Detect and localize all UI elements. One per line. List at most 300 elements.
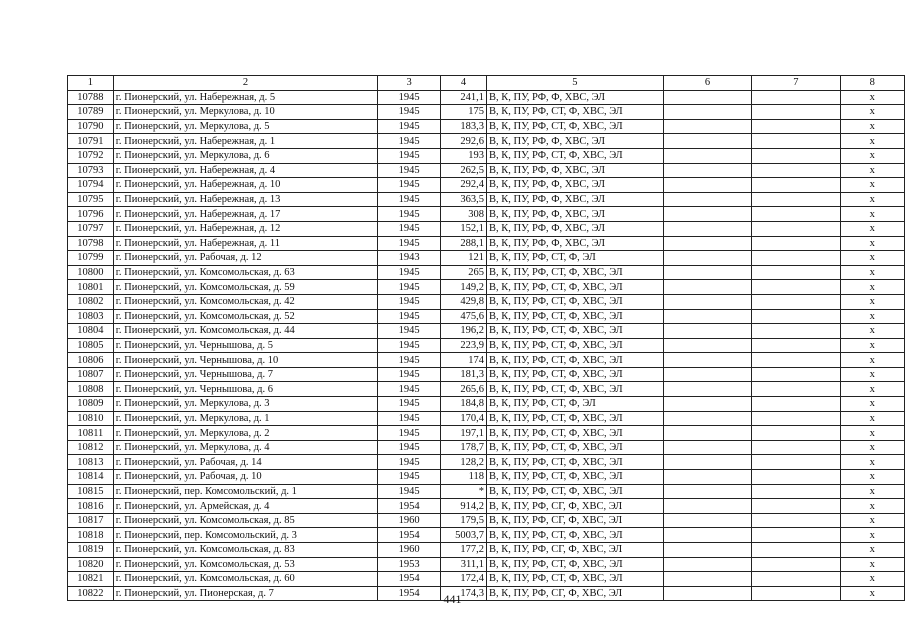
record-id-cell: 10791 <box>68 134 114 149</box>
area-cell: 128,2 <box>441 455 487 470</box>
address-cell: г. Пионерский, ул. Меркулова, д. 3 <box>113 397 377 412</box>
column-6-cell <box>663 265 751 280</box>
table-row <box>68 440 905 455</box>
area-cell: 172,4 <box>441 572 487 587</box>
utilities-cell: В, К, ПУ, РФ, СТ, Ф, ХВС, ЭЛ <box>486 426 663 441</box>
mark-cell: х <box>840 426 904 441</box>
header-row <box>68 76 905 91</box>
mark-cell: х <box>840 470 904 485</box>
column-6-cell <box>663 251 751 266</box>
column-7-cell <box>752 528 840 543</box>
column-6-cell <box>663 324 751 339</box>
year-cell: 1954 <box>378 586 441 601</box>
column-6-cell <box>663 470 751 485</box>
column-7-cell <box>752 353 840 368</box>
header-cell: 2 <box>113 76 377 91</box>
header-cell: 6 <box>663 76 751 91</box>
address-cell: г. Пионерский, ул. Чернышова, д. 6 <box>113 382 377 397</box>
column-7-cell <box>752 221 840 236</box>
address-cell: г. Пионерский, ул. Комсомольская, д. 63 <box>113 265 377 280</box>
address-cell: г. Пионерский, ул. Рабочая, д. 12 <box>113 251 377 266</box>
table-row <box>68 382 905 397</box>
area-cell: 181,3 <box>441 367 487 382</box>
column-7-cell <box>752 338 840 353</box>
utilities-cell: В, К, ПУ, РФ, СГ, Ф, ХВС, ЭЛ <box>486 586 663 601</box>
column-7-cell <box>752 455 840 470</box>
record-id-cell: 10792 <box>68 148 114 163</box>
mark-cell: х <box>840 411 904 426</box>
year-cell: 1945 <box>378 294 441 309</box>
column-7-cell <box>752 105 840 120</box>
year-cell: 1945 <box>378 470 441 485</box>
column-7-cell <box>752 324 840 339</box>
address-cell: г. Пионерский, пер. Комсомольский, д. 1 <box>113 484 377 499</box>
mark-cell: х <box>840 499 904 514</box>
column-7-cell <box>752 294 840 309</box>
record-id-cell: 10788 <box>68 90 114 105</box>
record-id-cell: 10819 <box>68 543 114 558</box>
mark-cell: х <box>840 324 904 339</box>
utilities-cell: В, К, ПУ, РФ, Ф, ХВС, ЭЛ <box>486 221 663 236</box>
year-cell: 1960 <box>378 543 441 558</box>
column-7-cell <box>752 513 840 528</box>
record-id-cell: 10814 <box>68 470 114 485</box>
record-id-cell: 10796 <box>68 207 114 222</box>
table-row <box>68 119 905 134</box>
year-cell: 1954 <box>378 499 441 514</box>
table-row <box>68 178 905 193</box>
year-cell: 1954 <box>378 572 441 587</box>
column-6-cell <box>663 294 751 309</box>
utilities-cell: В, К, ПУ, РФ, СТ, Ф, ЭЛ <box>486 251 663 266</box>
area-cell: 170,4 <box>441 411 487 426</box>
column-7-cell <box>752 470 840 485</box>
area-cell: 265 <box>441 265 487 280</box>
utilities-cell: В, К, ПУ, РФ, СТ, Ф, ХВС, ЭЛ <box>486 294 663 309</box>
column-7-cell <box>752 236 840 251</box>
mark-cell: х <box>840 236 904 251</box>
column-6-cell <box>663 513 751 528</box>
column-6-cell <box>663 440 751 455</box>
record-id-cell: 10807 <box>68 367 114 382</box>
address-cell: г. Пионерский, ул. Рабочая, д. 10 <box>113 470 377 485</box>
year-cell: 1945 <box>378 192 441 207</box>
column-7-cell <box>752 411 840 426</box>
header-cell: 7 <box>752 76 840 91</box>
column-7-cell <box>752 367 840 382</box>
mark-cell: х <box>840 265 904 280</box>
record-id-cell: 10808 <box>68 382 114 397</box>
column-7-cell <box>752 426 840 441</box>
address-cell: г. Пионерский, ул. Набережная, д. 1 <box>113 134 377 149</box>
record-id-cell: 10790 <box>68 119 114 134</box>
mark-cell: х <box>840 192 904 207</box>
year-cell: 1945 <box>378 455 441 470</box>
mark-cell: х <box>840 528 904 543</box>
column-6-cell <box>663 309 751 324</box>
utilities-cell: В, К, ПУ, РФ, СТ, Ф, ХВС, ЭЛ <box>486 382 663 397</box>
record-id-cell: 10821 <box>68 572 114 587</box>
year-cell: 1945 <box>378 382 441 397</box>
area-cell: 262,5 <box>441 163 487 178</box>
column-6-cell <box>663 367 751 382</box>
year-cell: 1945 <box>378 426 441 441</box>
record-id-cell: 10810 <box>68 411 114 426</box>
year-cell: 1945 <box>378 324 441 339</box>
record-id-cell: 10794 <box>68 178 114 193</box>
area-cell: 178,7 <box>441 440 487 455</box>
table-row <box>68 543 905 558</box>
header-cell: 5 <box>486 76 663 91</box>
year-cell: 1945 <box>378 178 441 193</box>
year-cell: 1945 <box>378 134 441 149</box>
table-row <box>68 265 905 280</box>
record-id-cell: 10817 <box>68 513 114 528</box>
column-6-cell <box>663 148 751 163</box>
utilities-cell: В, К, ПУ, РФ, Ф, ХВС, ЭЛ <box>486 207 663 222</box>
address-cell: г. Пионерский, ул. Набережная, д. 13 <box>113 192 377 207</box>
address-cell: г. Пионерский, ул. Меркулова, д. 1 <box>113 411 377 426</box>
area-cell: 308 <box>441 207 487 222</box>
year-cell: 1945 <box>378 338 441 353</box>
table-row <box>68 367 905 382</box>
utilities-cell: В, К, ПУ, РФ, Ф, ХВС, ЭЛ <box>486 163 663 178</box>
area-cell: 292,4 <box>441 178 487 193</box>
address-cell: г. Пионерский, ул. Меркулова, д. 2 <box>113 426 377 441</box>
address-cell: г. Пионерский, пер. Комсомольский, д. 3 <box>113 528 377 543</box>
column-6-cell <box>663 90 751 105</box>
year-cell: 1945 <box>378 397 441 412</box>
record-id-cell: 10795 <box>68 192 114 207</box>
column-7-cell <box>752 280 840 295</box>
table-row <box>68 105 905 120</box>
table-row <box>68 353 905 368</box>
table-row <box>68 470 905 485</box>
table-row <box>68 557 905 572</box>
column-7-cell <box>752 572 840 587</box>
utilities-cell: В, К, ПУ, РФ, СТ, Ф, ХВС, ЭЛ <box>486 119 663 134</box>
year-cell: 1945 <box>378 353 441 368</box>
table-row <box>68 236 905 251</box>
utilities-cell: В, К, ПУ, РФ, СТ, Ф, ХВС, ЭЛ <box>486 572 663 587</box>
column-7-cell <box>752 90 840 105</box>
area-cell: 914,2 <box>441 499 487 514</box>
table-row <box>68 397 905 412</box>
year-cell: 1945 <box>378 484 441 499</box>
year-cell: 1945 <box>378 105 441 120</box>
area-cell: 265,6 <box>441 382 487 397</box>
address-cell: г. Пионерский, ул. Набережная, д. 12 <box>113 221 377 236</box>
header-cell: 8 <box>840 76 904 91</box>
area-cell: 311,1 <box>441 557 487 572</box>
utilities-cell: В, К, ПУ, РФ, СТ, Ф, ХВС, ЭЛ <box>486 280 663 295</box>
area-cell: 184,8 <box>441 397 487 412</box>
column-6-cell <box>663 119 751 134</box>
area-cell: * <box>441 484 487 499</box>
mark-cell: х <box>840 440 904 455</box>
mark-cell: х <box>840 353 904 368</box>
area-cell: 174 <box>441 353 487 368</box>
utilities-cell: В, К, ПУ, РФ, СТ, Ф, ХВС, ЭЛ <box>486 324 663 339</box>
utilities-cell: В, К, ПУ, РФ, Ф, ХВС, ЭЛ <box>486 236 663 251</box>
area-cell: 288,1 <box>441 236 487 251</box>
mark-cell: х <box>840 309 904 324</box>
record-id-cell: 10806 <box>68 353 114 368</box>
area-cell: 241,1 <box>441 90 487 105</box>
area-cell: 193 <box>441 148 487 163</box>
table-row <box>68 90 905 105</box>
header-cell: 1 <box>68 76 114 91</box>
record-id-cell: 10815 <box>68 484 114 499</box>
mark-cell: х <box>840 586 904 601</box>
record-id-cell: 10793 <box>68 163 114 178</box>
column-6-cell <box>663 280 751 295</box>
mark-cell: х <box>840 338 904 353</box>
year-cell: 1945 <box>378 309 441 324</box>
record-id-cell: 10789 <box>68 105 114 120</box>
address-cell: г. Пионерский, ул. Комсомольская, д. 53 <box>113 557 377 572</box>
record-id-cell: 10797 <box>68 221 114 236</box>
area-cell: 118 <box>441 470 487 485</box>
area-cell: 177,2 <box>441 543 487 558</box>
table-row <box>68 251 905 266</box>
utilities-cell: В, К, ПУ, РФ, Ф, ХВС, ЭЛ <box>486 134 663 149</box>
area-cell: 183,3 <box>441 119 487 134</box>
record-id-cell: 10822 <box>68 586 114 601</box>
header-cell: 3 <box>378 76 441 91</box>
column-6-cell <box>663 192 751 207</box>
area-cell: 5003,7 <box>441 528 487 543</box>
column-7-cell <box>752 397 840 412</box>
utilities-cell: В, К, ПУ, РФ, СТ, Ф, ХВС, ЭЛ <box>486 353 663 368</box>
address-cell: г. Пионерский, ул. Чернышова, д. 10 <box>113 353 377 368</box>
column-6-cell <box>663 338 751 353</box>
column-6-cell <box>663 105 751 120</box>
mark-cell: х <box>840 513 904 528</box>
column-7-cell <box>752 309 840 324</box>
record-id-cell: 10802 <box>68 294 114 309</box>
table-row <box>68 338 905 353</box>
address-cell: г. Пионерский, ул. Комсомольская, д. 83 <box>113 543 377 558</box>
column-6-cell <box>663 221 751 236</box>
column-6-cell <box>663 426 751 441</box>
column-7-cell <box>752 440 840 455</box>
address-cell: г. Пионерский, ул. Комсомольская, д. 85 <box>113 513 377 528</box>
table-row <box>68 513 905 528</box>
column-7-cell <box>752 543 840 558</box>
record-id-cell: 10800 <box>68 265 114 280</box>
mark-cell: х <box>840 382 904 397</box>
column-6-cell <box>663 236 751 251</box>
table-row <box>68 309 905 324</box>
utilities-cell: В, К, ПУ, РФ, СГ, Ф, ХВС, ЭЛ <box>486 499 663 514</box>
address-cell: г. Пионерский, ул. Комсомольская, д. 60 <box>113 572 377 587</box>
year-cell: 1945 <box>378 221 441 236</box>
column-7-cell <box>752 134 840 149</box>
table-row <box>68 294 905 309</box>
mark-cell: х <box>840 484 904 499</box>
utilities-cell: В, К, ПУ, РФ, СТ, Ф, ХВС, ЭЛ <box>486 528 663 543</box>
address-cell: г. Пионерский, ул. Комсомольская, д. 44 <box>113 324 377 339</box>
year-cell: 1945 <box>378 440 441 455</box>
address-cell: г. Пионерский, ул. Меркулова, д. 6 <box>113 148 377 163</box>
utilities-cell: В, К, ПУ, РФ, Ф, ХВС, ЭЛ <box>486 192 663 207</box>
year-cell: 1945 <box>378 411 441 426</box>
column-7-cell <box>752 207 840 222</box>
record-id-cell: 10811 <box>68 426 114 441</box>
address-cell: г. Пионерский, ул. Меркулова, д. 4 <box>113 440 377 455</box>
record-id-cell: 10813 <box>68 455 114 470</box>
column-7-cell <box>752 265 840 280</box>
utilities-cell: В, К, ПУ, РФ, СГ, Ф, ХВС, ЭЛ <box>486 543 663 558</box>
mark-cell: х <box>840 251 904 266</box>
address-cell: г. Пионерский, ул. Меркулова, д. 10 <box>113 105 377 120</box>
area-cell: 174,3 <box>441 586 487 601</box>
record-id-cell: 10804 <box>68 324 114 339</box>
address-cell: г. Пионерский, ул. Чернышова, д. 7 <box>113 367 377 382</box>
registry-table <box>67 75 905 601</box>
record-id-cell: 10820 <box>68 557 114 572</box>
address-cell: г. Пионерский, ул. Рабочая, д. 14 <box>113 455 377 470</box>
address-cell: г. Пионерский, ул. Набережная, д. 11 <box>113 236 377 251</box>
header-cell: 4 <box>441 76 487 91</box>
utilities-cell: В, К, ПУ, РФ, СТ, Ф, ХВС, ЭЛ <box>486 455 663 470</box>
record-id-cell: 10803 <box>68 309 114 324</box>
area-cell: 475,6 <box>441 309 487 324</box>
address-cell: г. Пионерский, ул. Комсомольская, д. 42 <box>113 294 377 309</box>
address-cell: г. Пионерский, ул. Набережная, д. 17 <box>113 207 377 222</box>
area-cell: 179,5 <box>441 513 487 528</box>
area-cell: 363,5 <box>441 192 487 207</box>
column-6-cell <box>663 397 751 412</box>
utilities-cell: В, К, ПУ, РФ, СГ, Ф, ХВС, ЭЛ <box>486 513 663 528</box>
column-7-cell <box>752 484 840 499</box>
utilities-cell: В, К, ПУ, РФ, СТ, Ф, ХВС, ЭЛ <box>486 309 663 324</box>
utilities-cell: В, К, ПУ, РФ, СТ, Ф, ХВС, ЭЛ <box>486 338 663 353</box>
column-7-cell <box>752 192 840 207</box>
mark-cell: х <box>840 207 904 222</box>
column-6-cell <box>663 455 751 470</box>
mark-cell: х <box>840 178 904 193</box>
mark-cell: х <box>840 221 904 236</box>
mark-cell: х <box>840 543 904 558</box>
record-id-cell: 10805 <box>68 338 114 353</box>
page-number: 441 <box>443 592 462 606</box>
mark-cell: х <box>840 148 904 163</box>
year-cell: 1945 <box>378 207 441 222</box>
column-6-cell <box>663 499 751 514</box>
table-row <box>68 455 905 470</box>
column-6-cell <box>663 382 751 397</box>
utilities-cell: В, К, ПУ, РФ, СТ, Ф, ЭЛ <box>486 397 663 412</box>
column-6-cell <box>663 543 751 558</box>
table-row <box>68 148 905 163</box>
record-id-cell: 10799 <box>68 251 114 266</box>
column-7-cell <box>752 382 840 397</box>
utilities-cell: В, К, ПУ, РФ, СТ, Ф, ХВС, ЭЛ <box>486 470 663 485</box>
table-row <box>68 484 905 499</box>
year-cell: 1954 <box>378 528 441 543</box>
record-id-cell: 10798 <box>68 236 114 251</box>
year-cell: 1945 <box>378 236 441 251</box>
utilities-cell: В, К, ПУ, РФ, СТ, Ф, ХВС, ЭЛ <box>486 484 663 499</box>
utilities-cell: В, К, ПУ, РФ, СТ, Ф, ХВС, ЭЛ <box>486 557 663 572</box>
column-6-cell <box>663 207 751 222</box>
address-cell: г. Пионерский, ул. Меркулова, д. 5 <box>113 119 377 134</box>
utilities-cell: В, К, ПУ, РФ, Ф, ХВС, ЭЛ <box>486 178 663 193</box>
column-6-cell <box>663 557 751 572</box>
area-cell: 121 <box>441 251 487 266</box>
address-cell: г. Пионерский, ул. Комсомольская, д. 59 <box>113 280 377 295</box>
utilities-cell: В, К, ПУ, РФ, СТ, Ф, ХВС, ЭЛ <box>486 440 663 455</box>
mark-cell: х <box>840 367 904 382</box>
column-7-cell <box>752 148 840 163</box>
address-cell: г. Пионерский, ул. Армейская, д. 4 <box>113 499 377 514</box>
column-6-cell <box>663 411 751 426</box>
year-cell: 1945 <box>378 148 441 163</box>
area-cell: 292,6 <box>441 134 487 149</box>
column-7-cell <box>752 499 840 514</box>
mark-cell: х <box>840 90 904 105</box>
table-row <box>68 528 905 543</box>
record-id-cell: 10801 <box>68 280 114 295</box>
area-cell: 175 <box>441 105 487 120</box>
year-cell: 1953 <box>378 557 441 572</box>
table-row <box>68 499 905 514</box>
table-row <box>68 280 905 295</box>
address-cell: г. Пионерский, ул. Чернышова, д. 5 <box>113 338 377 353</box>
column-6-cell <box>663 178 751 193</box>
record-id-cell: 10812 <box>68 440 114 455</box>
year-cell: 1945 <box>378 367 441 382</box>
column-6-cell <box>663 528 751 543</box>
column-7-cell <box>752 557 840 572</box>
year-cell: 1960 <box>378 513 441 528</box>
address-cell: г. Пионерский, ул. Набережная, д. 5 <box>113 90 377 105</box>
table-row <box>68 426 905 441</box>
year-cell: 1945 <box>378 90 441 105</box>
table-row <box>68 192 905 207</box>
year-cell: 1945 <box>378 280 441 295</box>
year-cell: 1945 <box>378 163 441 178</box>
table-row <box>68 134 905 149</box>
address-cell: г. Пионерский, ул. Пионерская, д. 7 <box>113 586 377 601</box>
area-cell: 149,2 <box>441 280 487 295</box>
year-cell: 1945 <box>378 119 441 134</box>
utilities-cell: В, К, ПУ, РФ, СТ, Ф, ХВС, ЭЛ <box>486 367 663 382</box>
column-6-cell <box>663 484 751 499</box>
utilities-cell: В, К, ПУ, РФ, СТ, Ф, ХВС, ЭЛ <box>486 148 663 163</box>
column-7-cell <box>752 119 840 134</box>
mark-cell: х <box>840 105 904 120</box>
area-cell: 223,9 <box>441 338 487 353</box>
area-cell: 197,1 <box>441 426 487 441</box>
address-cell: г. Пионерский, ул. Набережная, д. 10 <box>113 178 377 193</box>
area-cell: 196,2 <box>441 324 487 339</box>
table-row <box>68 163 905 178</box>
mark-cell: х <box>840 163 904 178</box>
column-6-cell <box>663 572 751 587</box>
record-id-cell: 10818 <box>68 528 114 543</box>
mark-cell: х <box>840 397 904 412</box>
column-7-cell <box>752 163 840 178</box>
utilities-cell: В, К, ПУ, РФ, Ф, ХВС, ЭЛ <box>486 90 663 105</box>
column-6-cell <box>663 163 751 178</box>
column-6-cell <box>663 353 751 368</box>
mark-cell: х <box>840 572 904 587</box>
utilities-cell: В, К, ПУ, РФ, СТ, Ф, ХВС, ЭЛ <box>486 411 663 426</box>
utilities-cell: В, К, ПУ, РФ, СТ, Ф, ХВС, ЭЛ <box>486 105 663 120</box>
